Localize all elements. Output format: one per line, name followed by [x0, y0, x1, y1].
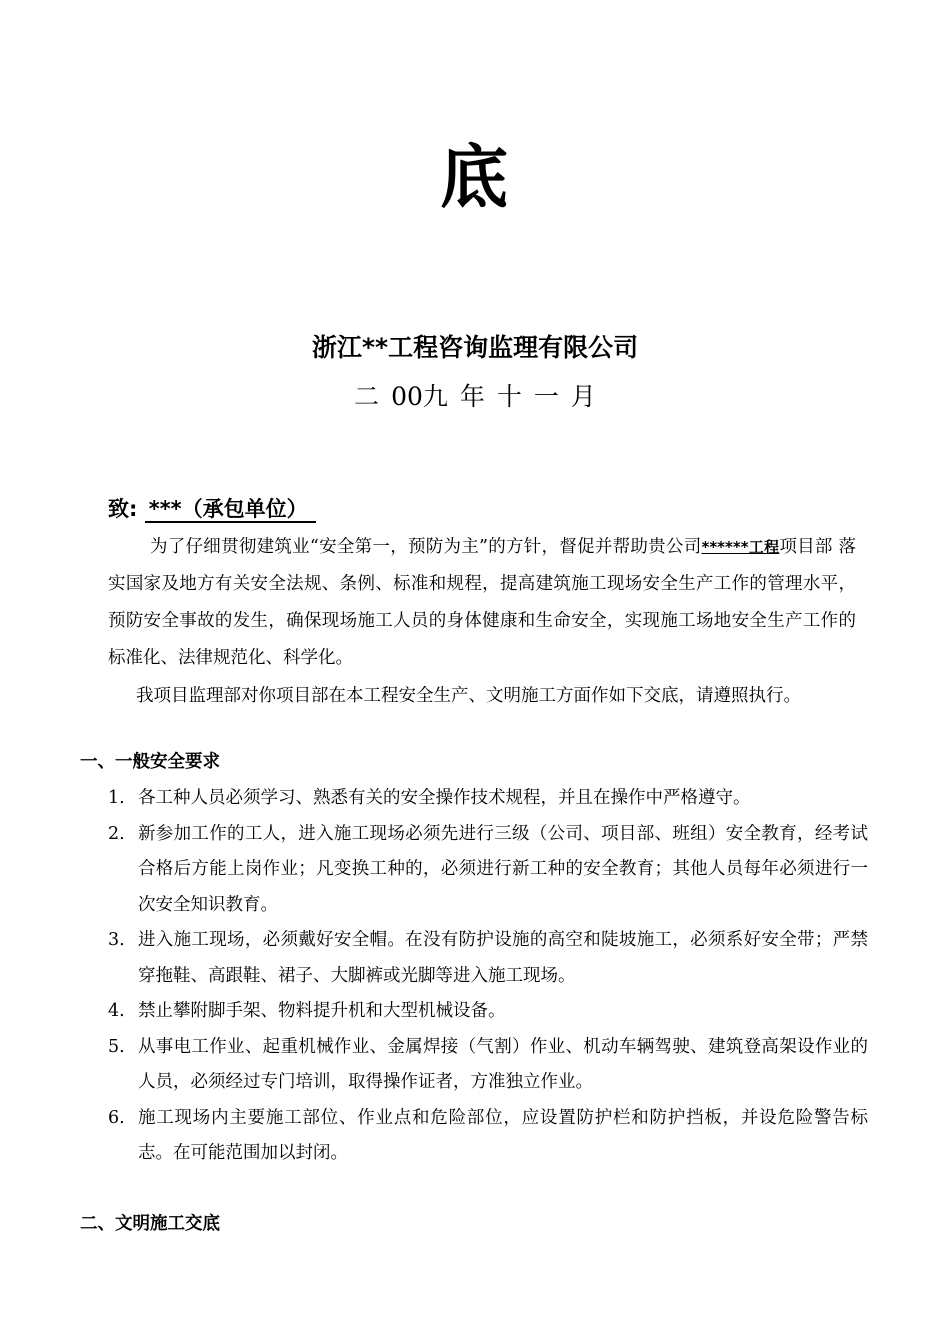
section-heading-civilized-construction: 二、文明施工交底 [80, 1214, 220, 1234]
salutation-prefix: 致: [108, 497, 138, 521]
list-item [108, 1030, 868, 1101]
date-part: 月 [570, 382, 596, 411]
date-part: 00九 [391, 382, 448, 411]
list-item-number: 3. [108, 930, 125, 950]
intro-text-start: 为了仔细贯彻建筑业“安全第一，预防为主”的方针，督促并帮助贵公司 [150, 537, 702, 557]
list-item-number: 6. [108, 1107, 125, 1128]
list-item-text: 施工现场内主要施工部位、作业点和危险部位，应设置防护栏和防护挡板，并设危险警告标志。在可能范围加以封闭。 [138, 1107, 868, 1163]
list-item-text: 进入施工现场，必须戴好安全帽。在没有防护设施的高空和陡坡施工，必须系好安全带；严禁穿拖鞋、高跟鞋、裙子、大脚裤或光脚等进入施工现场。 [138, 930, 868, 986]
list-item-text: 新参加工作的工人，进入施工现场必须先进行三级（公司、项目部、班组）安全教育，经考试合格后方能上岗作业；凡变换工种的，必须进行新工种的安全教育；其他人员每年必须进行一次安全知识教育。 [138, 823, 868, 915]
handover-paragraph: 我项目监理部对你项目部在本工程安全生产、文明施工方面作如下交底，请遵照执行。 [136, 686, 801, 706]
list-item [108, 923, 868, 994]
cover-title-char: 底 [439, 138, 510, 218]
list-item-number: 2. [108, 823, 125, 844]
list-item-text: 从事电工作业、起重机械作业、金属焊接（气割）作业、机动车辆驾驶、建筑登高架设作业的人员，必须经过专门培训，取得操作证者，方准独立作业。 [138, 1036, 868, 1092]
list-item [108, 1101, 868, 1172]
project-name: ******工程 [701, 538, 780, 556]
intro-text-end: 项目部 落实国家及地方有关安全法规、条例、标准和规程，提高建筑施工现场安全生产工作的管理水平，预防安全事故的发生，确保现场施工人员的身体健康和生命安全，实现施工场地安全生产工作的标准化、法律规范化、科学化。 [108, 537, 856, 668]
list-item [108, 781, 868, 817]
list-item [108, 817, 868, 924]
company-name: 浙江**工程咨询监理有限公司 [311, 333, 639, 362]
intro-paragraph [108, 529, 856, 677]
safety-requirements-list [108, 781, 868, 1172]
document-date [0, 378, 950, 416]
list-item-number: 1. [108, 788, 125, 808]
list-item-number: 5. [108, 1036, 125, 1057]
recipient-name: ***（承包单位） [145, 497, 316, 523]
list-item-text: 各工种人员必须学习、熟悉有关的安全操作技术规程，并且在操作中严格遵守。 [138, 788, 751, 808]
date-part: 年 [459, 382, 485, 411]
date-part: 二 [354, 382, 380, 411]
date-part: 一 [533, 382, 559, 411]
section-heading-general-safety: 一、一般安全要求 [80, 752, 220, 772]
date-part: 十 [496, 382, 522, 411]
list-item-text: 禁止攀附脚手架、物料提升机和大型机械设备。 [138, 1001, 506, 1021]
list-item-number: 4. [108, 1001, 125, 1021]
list-item [108, 994, 868, 1030]
salutation [108, 494, 316, 524]
